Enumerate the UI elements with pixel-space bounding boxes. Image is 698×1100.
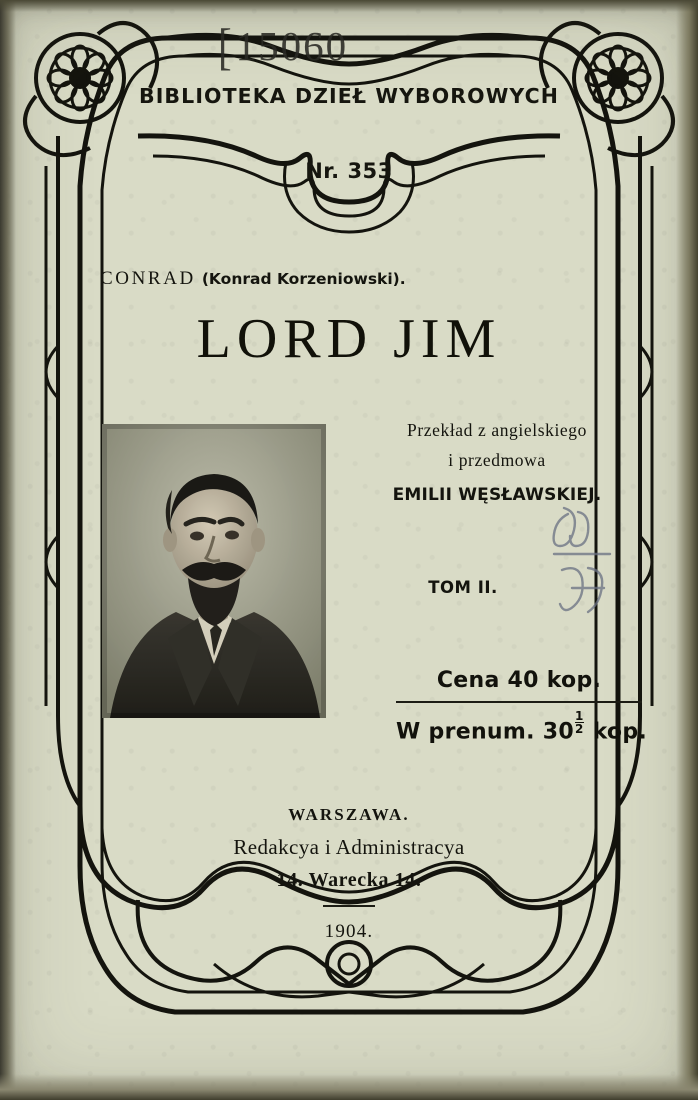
price-divider (396, 701, 642, 703)
author-surname: CONRAD (100, 268, 196, 289)
author-real-name: (Konrad Korzeniowski). (201, 270, 406, 288)
fraction-numerator: 1 (574, 709, 584, 723)
scan-edge-right (676, 0, 698, 1100)
series-issue-number: Nr. 353 (305, 159, 393, 183)
subscription-price-prefix: W prenum. 30 (396, 719, 574, 745)
imprint-year: 1904. (324, 921, 374, 942)
library-inventory-stamp (218, 17, 349, 75)
retail-price: Cena 40 kop. (436, 668, 602, 693)
subscription-price (396, 709, 648, 745)
translation-line-2: i przedmowa (448, 450, 546, 470)
stamp-number-value: 15060 (235, 23, 349, 69)
author-line (100, 268, 406, 290)
imprint-divider (323, 905, 375, 907)
imprint-block (0, 805, 698, 943)
scan-edge-top (0, 0, 698, 12)
fraction-denominator: 2 (574, 722, 584, 736)
author-portrait (102, 424, 326, 718)
imprint-address: 14. Warecka 14. (276, 869, 422, 891)
book-title: LORD JIM (196, 308, 502, 370)
series-title: BIBLIOTEKA DZIEŁ WYBOROWYCH (138, 84, 560, 108)
handwritten-pencil-annotation (548, 496, 640, 616)
scan-edge-left (0, 0, 16, 1100)
imprint-admin: Redakcya i Administracya (233, 835, 465, 859)
translator-name: EMILII WĘSŁAWSKIEJ. (392, 485, 602, 505)
imprint-city: WARSZAWA. (288, 805, 410, 824)
volume-label: TOM II. (428, 578, 498, 597)
scan-edge-bottom (0, 1074, 698, 1100)
translation-credit (352, 420, 642, 505)
stamp-bracket: [ (218, 17, 234, 75)
subscription-price-fraction (575, 710, 584, 735)
subscription-price-suffix: kop. (592, 719, 648, 745)
price-block (396, 668, 648, 745)
translation-line-1: Przekład z angielskiego (407, 420, 587, 440)
